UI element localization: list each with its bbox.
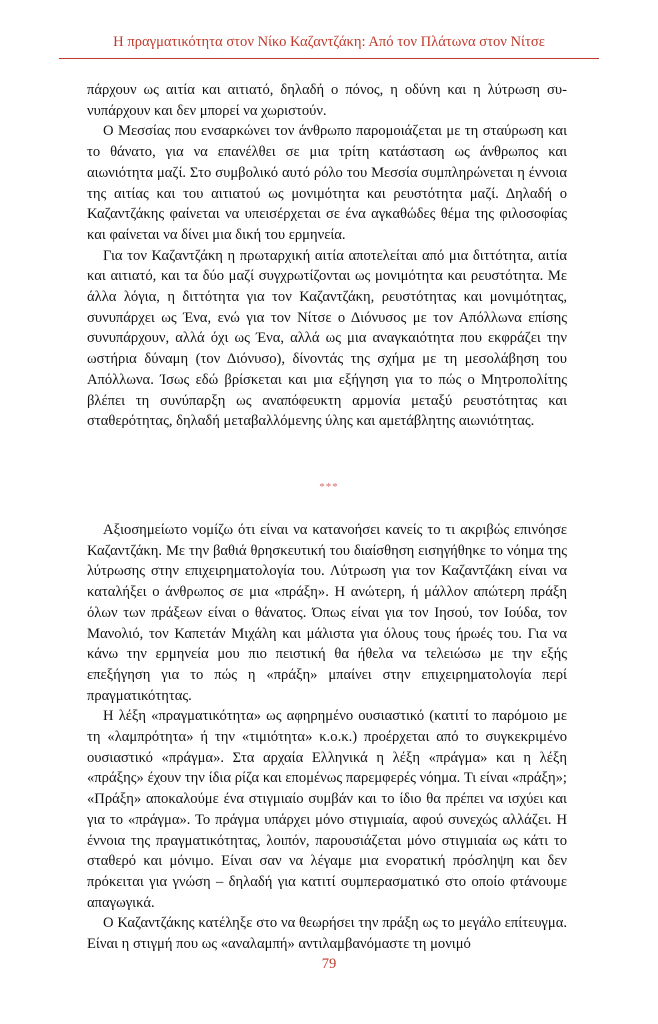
page-number: 79 bbox=[321, 956, 337, 972]
paragraph-continued: πάρχουν ως αιτία και αιτιατό, δηλαδή ο πόνος, η οδύνη και η λύτρωση συνυπάρχουν και δεν μπορεί να χωριστούν. bbox=[87, 82, 567, 119]
header-rule bbox=[59, 58, 599, 59]
running-head-title: Η πραγματικότητα στον Νίκο Καζαντζάκη: Από τον Πλάτωνα στον Νίτσε bbox=[113, 34, 545, 50]
section-2-body bbox=[87, 520, 567, 955]
section-1-body bbox=[87, 80, 567, 432]
paragraph: Ο Μεσσίας που ενσαρκώνει τον άνθρωπο παρομοιάζεται με τη σταύρωση και το θάνατο, για να επανέλθει σε μια τρίτη κατάσταση ως άνθρωπος και αιωνιότητα μαζί. Στο συμβολικό αυτό ρόλο του Μεσσία συμπληρώνεται η έννοια της αιτίας και του αιτιατού ως μονιμότητα και ρευστότητα μαζί. Δηλαδή ο Καζαντζάκης φαίνεται να υπεισέρχεται σε ένα αγκαθώδες θέμα της φιλοσοφίας και φαίνεται να δίνει μια δική του ερμηνεία. bbox=[87, 123, 567, 243]
paragraph: Αξιοσημείωτο νομίζω ότι είναι να κατανοήσει κανείς το τι ακριβώς επινόησε Καζαντζάκη. Με την βαθιά θρησκευτική του διαίσθηση εισηγήθηκε το νόημα της λύτρωσης στην επιχειρηματολογία του. Λύτρωση για τον Καζαντζάκη είναι να καταλήξει ο άνθρωπος σε μια «πράξη». Η ανώτερη, ή μάλλον απώτερη πράξη όλων των πράξεων είναι ο θάνατος. Όπως είναι για τον Ιησού, τον Ιούδα, τον Μανολιό, τον Καπετάν Μιχάλη και μάλιστα για όλους τους ήρωές του. Για να κάνω την ερμηνεία μου πιο πειστική θα ήθελα να τελειώσω με την εξής επεξήγηση για το πώς η «πράξη» μπαίνει στην επιχειρηματολογία περί πραγματικότητας. bbox=[87, 522, 567, 704]
paragraph: Η λέξη «πραγματικότητα» ως αφηρημένο ουσιαστικό (κατιτί το παρόμοιο με τη «λαμπρότητα» ή την «τιμιότητα» κ.ο.κ.) προέρχεται από το συγκεκριμένο ουσιαστικό «πράγμα». Στα αρχαία Ελληνικά η λέξη «πράγμα» και η λέξη «πράξης» έχουν την ίδια ρίζα και επομένως παρεμφερές νόημα. Τι είναι «πράξη»; «Πράξη» αποκαλούμε ένα στιγμιαίο συμβάν και το ίδιο θα πρέπει να ισχύει και για το «πράγμα». Το πράγμα υπάρχει μόνο στιγμιαία, αφού συνεχώς αλλάζει. Η έννοια της πραγματικότητας, λοιπόν, παρουσιάζεται μόνο στιγμιαία ως κάτι το σταθερό και μόνιμο. Είναι σαν να λέγαμε μια ενορατική πρόσληψη και δεν πρόκειται για γνώση – δηλαδή για κατιτί συμπερασματικό στο οποίο φτάνουμε απαγωγικά. bbox=[87, 708, 567, 911]
section-separator: *** bbox=[319, 481, 339, 493]
paragraph: Ο Καζαντζάκης κατέληξε στο να θεωρήσει την πράξη ως το μεγάλο επίτευγμα. Είναι η στιγμή που ως «αναλαμπή» αντιλαμβανόμαστε τη μονιμό bbox=[87, 915, 567, 953]
paragraph: Για τον Καζαντζάκη η πρωταρχική αιτία αποτελείται από μια διττότητα, αιτία και αιτιατό, και τα δύο μαζί συγχρωτίζονται ως μονιμότητα και ρευστότητα. Με άλλα λόγια, η διττότητα για τον Καζαντζάκη, ρευστότητας και μονιμότητας, συνυπάρχει ως Ένα, ενώ για τον Νίτσε ο Διόνυσος με τον Απόλλωνα επίσης συνυπάρχουν, αλλά όχι ως Ένα, αλλά ως μια αναγκαιότητα που εκφράζει την ωστήρια δύναμη (τον Διόνυσο), δίνοντάς της σχήμα με τη μεσολάβηση του Απόλλωνα. Ίσως εδώ βρίσκεται και μια εξήγηση για το πώς ο Μητροπολίτης βλέπει τη συνύπαρξη ως αναπόφευκτη αρμονία μεταξύ ρευστότητας και σταθερότητας, δηλαδή μεταβαλλόμενης ύλης και αμετάβλητης αιωνιότητας. bbox=[87, 247, 567, 430]
